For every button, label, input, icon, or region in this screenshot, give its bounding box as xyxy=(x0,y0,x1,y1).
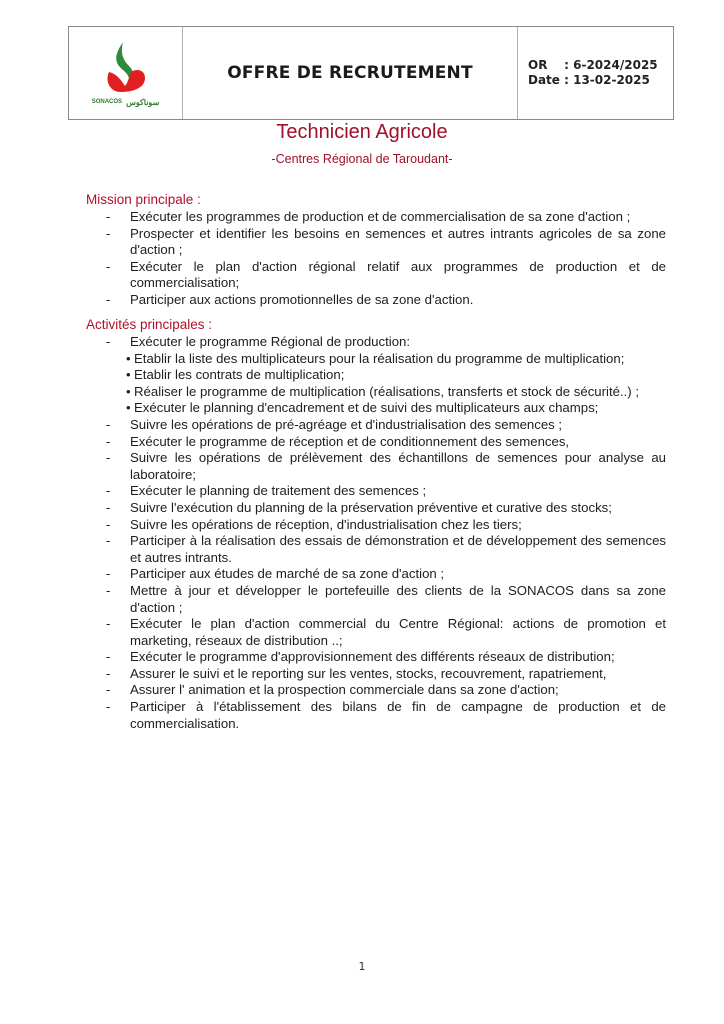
dash-bullet: - xyxy=(106,291,111,307)
dash-bullet: - xyxy=(106,225,111,241)
sub-list-item: • Exécuter le planning d'encadrement et de suivi des multiplicateurs aux champs; xyxy=(126,400,599,416)
dash-bullet: - xyxy=(106,483,111,499)
list-item: - Exécuter le programme de réception et de conditionnement des semences, xyxy=(106,433,570,449)
list-item: - Participer à la réalisation des essais de démonstration et de développement des semences et autres intrants. xyxy=(106,533,666,565)
activities-list xyxy=(86,334,666,732)
sonacos-logo xyxy=(92,40,160,107)
dash-bullet: - xyxy=(106,334,111,349)
dash-bullet: - xyxy=(106,682,111,698)
dash-bullet: - xyxy=(106,699,111,715)
dash-bullet: - xyxy=(106,566,111,582)
sonacos-logo-icon xyxy=(101,40,151,96)
sub-list-item: • Etablir les contrats de multiplication; xyxy=(126,367,345,383)
logo-latin-text: SONACOS xyxy=(91,99,123,105)
page-number: 1 xyxy=(358,960,366,973)
doc-type-title: OFFRE DE RECRUTEMENT xyxy=(227,63,473,83)
dash-bullet: - xyxy=(106,416,111,432)
list-item: - Assurer le suivi et le reporting sur les ventes, stocks, recouvrement, rapatriement, xyxy=(106,665,607,681)
offer-date: Date : 13-02-2025 xyxy=(528,73,650,87)
dash-bullet: - xyxy=(106,533,111,549)
list-item: - Mettre à jour et développer le portefeuille des clients de la SONACOS dans sa zone d'action ; xyxy=(106,582,666,615)
dash-bullet: - xyxy=(106,582,111,598)
offer-reference: OR : 6-2024/2025 xyxy=(528,58,658,72)
list-item: - Suivre les opérations de prélèvement des échantillons de semences pour analyse au laboratoire; xyxy=(106,450,666,482)
dash-bullet: - xyxy=(106,665,111,681)
dot-bullet: • xyxy=(126,400,131,416)
sub-list-item: • Réaliser le programme de multiplication (réalisations, transferts et stock de sécurité..) ; xyxy=(126,383,639,399)
doc-type-cell xyxy=(183,27,518,119)
dash-bullet: - xyxy=(106,450,111,466)
dash-bullet: - xyxy=(106,616,111,632)
logo-cell xyxy=(69,27,183,119)
dash-bullet: - xyxy=(106,516,111,532)
list-item: - Participer aux actions promotionnelles de sa zone d'action. xyxy=(106,291,474,307)
list-item: - Prospecter et identifier les besoins en semences et autres intrants agricoles de sa zone d'action ; xyxy=(106,225,666,258)
list-item: - Exécuter le programme Régional de production: xyxy=(106,334,411,349)
list-item: - Suivre l'exécution du planning de la préservation préventive et curative des stocks; xyxy=(106,499,612,515)
activities-heading: Activités principales : xyxy=(86,317,213,332)
sub-list-item: • Etablir la liste des multiplicateurs pour la réalisation du programme de multiplication; xyxy=(126,350,625,366)
list-item: - Suivre les opérations de pré-agréage et d'industrialisation des semences ; xyxy=(106,416,563,432)
mission-list xyxy=(86,209,666,309)
list-item: - Participer à l'établissement des bilans de fin de campagne de production et de commercialisation. xyxy=(106,699,666,731)
mission-heading: Mission principale : xyxy=(86,192,201,207)
logo-arabic-text: سوناكوس xyxy=(126,97,160,107)
list-item: - Assurer l' animation et la prospection commerciale dans sa zone d'action; xyxy=(106,682,559,698)
job-location: -Centres Régional de Taroudant- xyxy=(271,152,453,166)
list-item: - Exécuter le programme d'approvisionnement des différents réseaux de distribution; xyxy=(106,649,615,665)
header-table xyxy=(68,26,674,120)
list-item: - Exécuter le planning de traitement des semences ; xyxy=(106,483,427,499)
dash-bullet: - xyxy=(106,258,111,274)
list-item: - Exécuter le plan d'action régional relatif aux programmes de production et de commercialisation; xyxy=(106,258,666,291)
list-item: - Participer aux études de marché de sa zone d'action ; xyxy=(106,566,445,582)
job-title: Technicien Agricole xyxy=(276,121,448,143)
reference-cell xyxy=(518,27,673,119)
dot-bullet: • xyxy=(126,350,131,366)
list-item: - Exécuter les programmes de production et de commercialisation de sa zone d'action ; xyxy=(106,209,631,224)
dash-bullet: - xyxy=(106,433,111,449)
dash-bullet: - xyxy=(106,499,111,515)
dot-bullet: • xyxy=(126,367,131,383)
dot-bullet: • xyxy=(126,383,131,399)
dash-bullet: - xyxy=(106,649,111,665)
dash-bullet: - xyxy=(106,209,111,224)
list-item: - Exécuter le plan d'action commercial du Centre Régional: actions de promotion et marketing, réseaux de distribution ..; xyxy=(106,616,666,648)
list-item: - Suivre les opérations de réception, d'industrialisation chez les tiers; xyxy=(106,516,522,532)
